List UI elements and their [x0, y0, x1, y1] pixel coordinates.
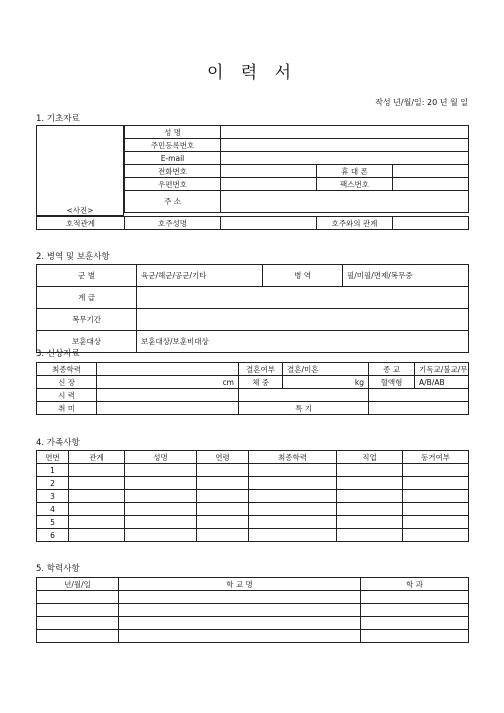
mobile-label: 휴 대 폰 [317, 165, 393, 178]
household-head-label: 호주성명 [125, 217, 221, 230]
table-cell[interactable] [37, 604, 119, 617]
table-cell[interactable] [361, 617, 469, 630]
table-cell[interactable] [125, 529, 197, 542]
table-cell[interactable] [125, 477, 197, 490]
education-header-row [37, 578, 469, 591]
table-cell[interactable] [197, 503, 249, 516]
table-cell[interactable] [403, 503, 469, 516]
table-cell[interactable] [69, 503, 125, 516]
table-cell[interactable] [125, 464, 197, 477]
email-field[interactable] [221, 152, 469, 165]
family-relation-label: 호적관계 [37, 217, 125, 230]
name-field[interactable] [221, 126, 469, 139]
fax-label: 팩스번호 [317, 178, 393, 191]
basic-info-table [124, 125, 469, 213]
table-row [37, 617, 469, 630]
phone-field[interactable] [221, 165, 317, 178]
military-table [36, 264, 469, 353]
education-label: 최종학력 [37, 363, 97, 376]
table-row [37, 477, 469, 490]
mobile-field[interactable] [393, 165, 469, 178]
table-cell[interactable] [403, 464, 469, 477]
education-header: 년/월/일 [37, 578, 119, 591]
address-label: 주 소 [125, 191, 221, 213]
education-header: 학 교 명 [119, 578, 361, 591]
period-field[interactable] [137, 309, 469, 331]
education-table [36, 577, 469, 643]
table-cell[interactable] [37, 617, 119, 630]
education-header: 학 과 [361, 578, 469, 591]
table-cell[interactable] [337, 464, 403, 477]
head-relation-label: 호주와의 관계 [317, 217, 393, 230]
weight-label: 체 중 [239, 376, 283, 389]
photo-box[interactable] [36, 125, 124, 216]
section-title-basic: 1. 기초자료 [36, 114, 80, 124]
hobby-label: 취 미 [37, 402, 97, 415]
hobby-field[interactable] [97, 402, 239, 415]
table-cell[interactable] [337, 529, 403, 542]
table-cell[interactable] [361, 604, 469, 617]
table-cell[interactable] [197, 464, 249, 477]
table-cell[interactable] [69, 490, 125, 503]
row-number: 6 [37, 529, 69, 542]
table-cell[interactable] [403, 477, 469, 490]
table-cell[interactable] [119, 630, 361, 643]
table-row [37, 604, 469, 617]
religion-label: 종 교 [369, 363, 415, 376]
table-cell[interactable] [125, 490, 197, 503]
special-label: 특 기 [239, 402, 369, 415]
table-cell[interactable] [69, 529, 125, 542]
email-label: E-mail [125, 152, 221, 165]
blood-label: 혈액형 [369, 376, 415, 389]
resident-no-field[interactable] [221, 139, 469, 152]
eyesight-field-extra[interactable] [369, 389, 469, 402]
table-cell[interactable] [249, 516, 337, 529]
family-header: 연령 [197, 451, 249, 464]
address-field[interactable] [221, 191, 469, 213]
table-cell[interactable] [403, 529, 469, 542]
postal-field[interactable] [221, 178, 317, 191]
family-header-row [37, 451, 469, 464]
table-cell[interactable] [37, 591, 119, 604]
family-relation-table [36, 216, 469, 230]
page-title: 이 력 서 [206, 63, 298, 83]
table-cell[interactable] [337, 477, 403, 490]
eyesight-label: 시 력 [37, 389, 97, 402]
table-cell[interactable] [337, 516, 403, 529]
family-header: 최종학력 [249, 451, 337, 464]
veteran-options[interactable]: 보훈대상/보훈비대상 [137, 331, 469, 353]
section-title-family: 4. 가족사항 [36, 438, 80, 448]
table-cell[interactable] [249, 503, 337, 516]
table-cell[interactable] [361, 630, 469, 643]
personal-table [36, 362, 469, 415]
table-cell[interactable] [249, 477, 337, 490]
table-cell[interactable] [361, 591, 469, 604]
family-header: 연번 [37, 451, 69, 464]
photo-label: <사진> [66, 206, 94, 215]
table-cell[interactable] [37, 630, 119, 643]
table-row [37, 529, 469, 542]
table-cell[interactable] [249, 529, 337, 542]
date-line: 작성 년/월/일: 20 년 월 일 [375, 98, 468, 107]
period-label: 복무기간 [37, 309, 137, 331]
marital-label: 결혼여부 [239, 363, 283, 376]
blood-options[interactable]: A/B/AB [415, 376, 469, 389]
table-cell[interactable] [119, 617, 361, 630]
table-row [37, 630, 469, 643]
table-cell[interactable] [197, 516, 249, 529]
household-head-field[interactable] [221, 217, 317, 230]
table-cell[interactable] [197, 477, 249, 490]
row-number: 4 [37, 503, 69, 516]
veteran-label: 보훈대상 [37, 331, 137, 353]
row-number: 1 [37, 464, 69, 477]
phone-label: 전화번호 [125, 165, 221, 178]
table-row [37, 464, 469, 477]
row-number: 3 [37, 490, 69, 503]
branch-label: 군 별 [37, 265, 137, 287]
rank-label: 계 급 [37, 287, 137, 309]
table-cell[interactable] [403, 490, 469, 503]
weight-unit[interactable]: kg [283, 376, 369, 389]
height-label: 신 장 [37, 376, 97, 389]
section-title-education: 5. 학력사항 [36, 564, 80, 574]
table-cell[interactable] [69, 464, 125, 477]
service-label: 병 역 [263, 265, 343, 287]
eyesight-field[interactable] [97, 389, 239, 402]
table-cell[interactable] [119, 591, 361, 604]
table-cell[interactable] [125, 503, 197, 516]
table-row [37, 516, 469, 529]
row-number: 5 [37, 516, 69, 529]
special-field[interactable] [369, 402, 469, 415]
table-cell[interactable] [403, 516, 469, 529]
table-cell[interactable] [197, 529, 249, 542]
service-options[interactable]: 필/미필/면제/복무중 [343, 265, 469, 287]
table-row [37, 591, 469, 604]
table-cell[interactable] [249, 464, 337, 477]
family-header: 직업 [337, 451, 403, 464]
table-row [37, 490, 469, 503]
eyesight-field-right[interactable] [239, 389, 369, 402]
table-cell[interactable] [69, 477, 125, 490]
row-number: 2 [37, 477, 69, 490]
name-label: 성 명 [125, 126, 221, 139]
resident-no-label: 주민등록번호 [125, 139, 221, 152]
family-header: 관계 [69, 451, 125, 464]
table-cell[interactable] [197, 490, 249, 503]
table-cell[interactable] [337, 490, 403, 503]
religion-options[interactable]: 기독교/불교/무 [415, 363, 469, 376]
table-cell[interactable] [125, 516, 197, 529]
family-table [36, 450, 469, 542]
family-header: 성명 [125, 451, 197, 464]
section-title-personal: 3. 신상자료 [36, 349, 80, 359]
rank-field[interactable] [137, 287, 469, 309]
table-cell[interactable] [249, 490, 337, 503]
fax-field[interactable] [393, 178, 469, 191]
education-field[interactable] [97, 363, 239, 376]
table-cell[interactable] [69, 516, 125, 529]
section-title-military: 2. 병역 및 보훈사항 [36, 252, 110, 262]
table-cell[interactable] [337, 503, 403, 516]
table-row [37, 503, 469, 516]
branch-options[interactable]: 육군/해군/공군/기타 [137, 265, 263, 287]
table-cell[interactable] [119, 604, 361, 617]
marital-options[interactable]: 결혼/미혼 [283, 363, 369, 376]
postal-label: 우편번호 [125, 178, 221, 191]
height-unit[interactable]: cm [97, 376, 239, 389]
head-relation-field[interactable] [393, 217, 469, 230]
family-header: 동거여부 [403, 451, 469, 464]
